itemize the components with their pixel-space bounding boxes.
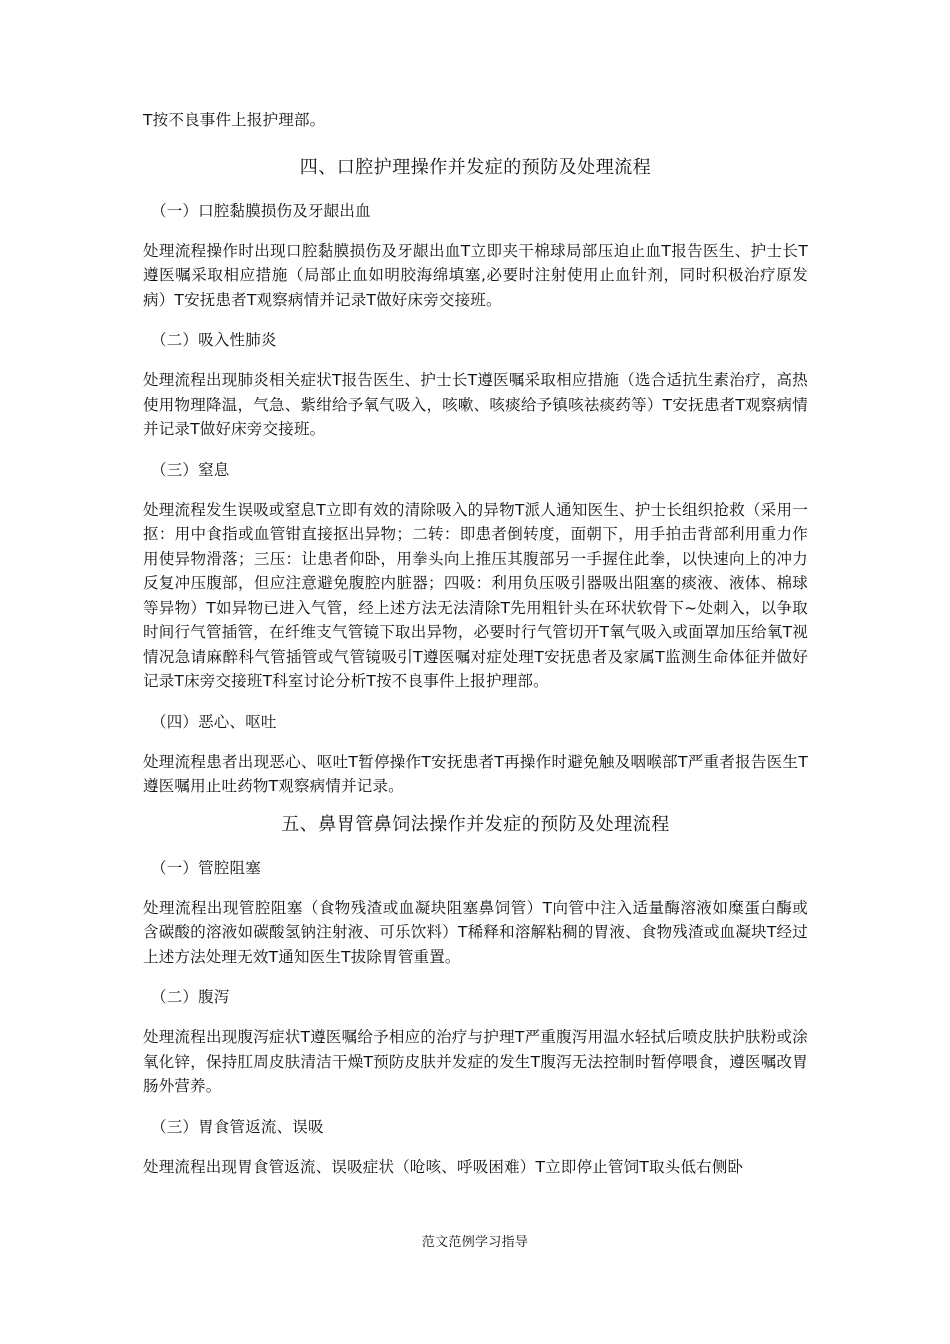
section-4-title: 四、口腔护理操作并发症的预防及处理流程 bbox=[299, 156, 652, 178]
section-4-1-heading: （一）口腔黏膜损伤及牙龈出血 bbox=[151, 201, 371, 220]
section-5-1-text: 处理流程出现管腔阻塞（食物残渣或血凝块阻塞鼻饲管）T向管中注入适量酶溶液如糜蛋白酶或含碳酸的溶液如碳酸氢钠注射液、可乐饮料）T稀释和溶解粘稠的胃液、食物残渣或血凝块T经过上述方法处理无效T通知医生T拔除胃管重置。 bbox=[143, 898, 808, 966]
section-5-3-text: 处理流程出现胃食管返流、误吸症状（呛咳、呼吸困难）T立即停止管饲T取头低右侧卧 bbox=[143, 1157, 744, 1176]
page-footer: 范文范例学习指导 bbox=[421, 1235, 529, 1250]
section-5-2-text: 处理流程出现腹泻症状T遵医嘱给予相应的治疗与护理T严重腹泻用温水轻拭后喷皮肤护肤粉或涂氧化锌，保持肛周皮肤清洁干燥T预防皮肤并发症的发生T腹泻无法控制时暂停喂食，遵医嘱改胃肠外营养。 bbox=[143, 1028, 808, 1095]
section-4-2-text: 处理流程出现肺炎相关症状T报告医生、护士长T遵医嘱采取相应措施（选合适抗生素治疗，高热使用物理降温，气急、紫绀给予氧气吸入，咳嗽、咳痰给予镇咳祛痰药等）T安抚患者T观察病情并记录T做好床旁交接班。 bbox=[143, 371, 808, 438]
section-4-2-heading: （二）吸入性肺炎 bbox=[151, 331, 277, 349]
document-body bbox=[143, 108, 808, 1195]
section-5-3-heading: （三）胃食管返流、误吸 bbox=[151, 1117, 324, 1136]
section-4-4-text: 处理流程患者出现恶心、呕吐T暂停操作T安抚患者T再操作时避免触及咽喉部T严重者报告医生T遵医嘱用止吐药物T观察病情并记录。 bbox=[143, 752, 808, 795]
section-4-4-heading: （四）恶心、呕吐 bbox=[151, 712, 277, 731]
section-4-1-text: 处理流程操作时出现口腔黏膜损伤及牙龈出血T立即夹干棉球局部压迫止血T报告医生、护士长T遵医嘱采取相应措施（局部止血如明胶海绵填塞,必要时注射使用止血针剂，同时积极治疗原发病）T安抚患者T观察病情并记录T做好床旁交接班。 bbox=[143, 241, 808, 309]
section-4-3-text: 处理流程发生误吸或窒息T立即有效的清除吸入的异物T派人通知医生、护士长组织抢救（采用一抠：用中食指或血管钳直接抠出异物；二转：即患者倒转度，面朝下，用手拍击背部利用重力作用使异物滑落；三压：让患者仰卧，用拳头向上推压其腹部另一手握住此拳，以快速向上的冲力反复冲压腹部，但应注意避免腹腔内脏器；四吸：利用负压吸引器吸出阻塞的痰液、液体、棉球等异物）T如异物已进入气管，经上述方法无法清除T先用粗针头在环状软骨下~处刺入，以争取时间行气管插管，在纤维支气管镜下取出异物，必要时行气管切开T氧气吸入或面罩加压给氧T视情况急请麻醉科气管插管或气管镜吸引T遵医嘱对症处理T安抚患者及家属T监测生命体征并做好记录T床旁交接班T科室讨论分析T按不良事件上报护理部。 bbox=[143, 500, 808, 690]
section-5-title: 五、鼻胃管鼻饲法操作并发症的预防及处理流程 bbox=[281, 813, 670, 835]
section-4-3-heading: （三）窒息 bbox=[151, 460, 230, 479]
section-5-1-heading: （一）管腔阻塞 bbox=[151, 858, 261, 877]
section-5-2-heading: （二）腹泻 bbox=[151, 988, 230, 1006]
continued-line: T按不良事件上报护理部。 bbox=[143, 111, 326, 129]
